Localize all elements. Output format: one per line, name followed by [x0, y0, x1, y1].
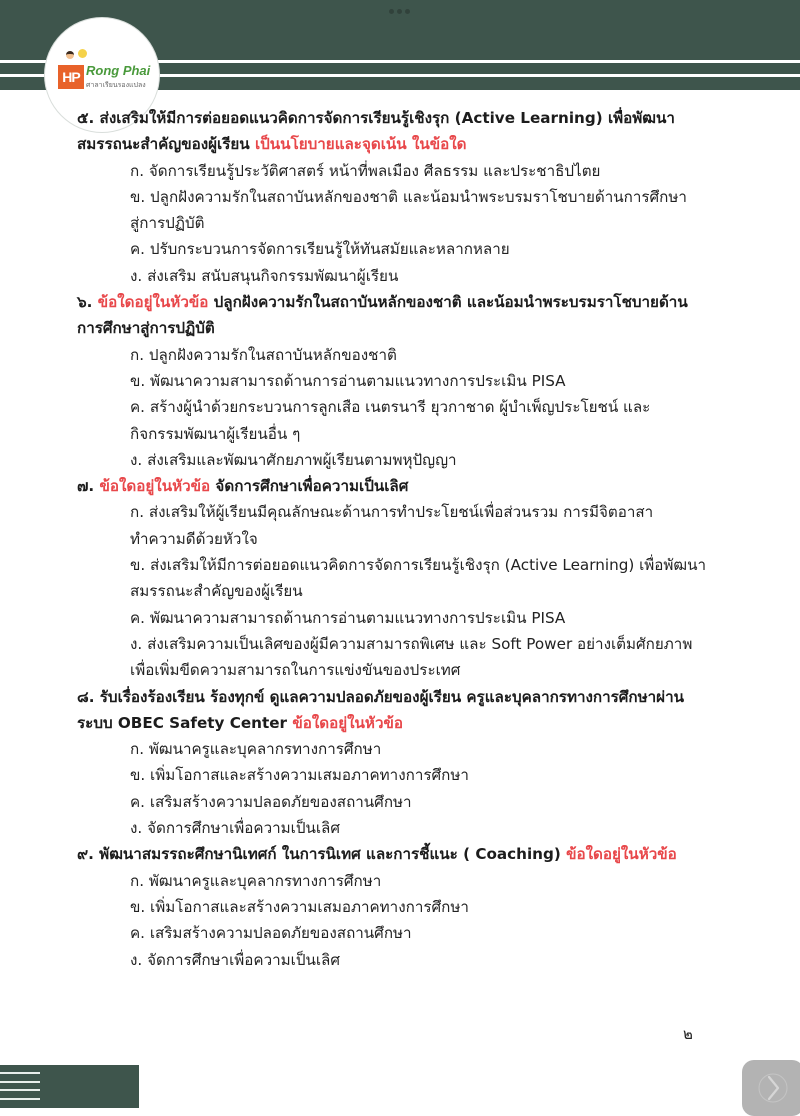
- question-block: [77, 841, 737, 972]
- question-segment: จัดการศึกษาเพื่อความเป็นเลิศ: [210, 477, 409, 496]
- question-text: [77, 289, 737, 315]
- answer-option: ก. จัดการเรียนรู้ประวัติศาสตร์ หน้าที่พลเมือง ศีลธรรม และประชาธิปไตย: [130, 161, 601, 180]
- question-highlight: ข้อใดอยู่ในหัวข้อ: [99, 477, 211, 496]
- answer-option: ก. ปลูกฝังความรักในสถาบันหลักของชาติ: [130, 345, 397, 364]
- question-block: [77, 473, 737, 683]
- menu-lines-icon: [0, 1072, 40, 1106]
- question-segment: ๙. พัฒนาสมรรถะศึกษานิเทศก์ ในการนิเทศ และการชี้แนะ ( Coaching): [77, 845, 567, 864]
- question-highlight: ข้อใดอยู่ในหัวข้อ: [97, 293, 209, 312]
- answer-option: เพื่อเพิ่มขีดความสามารถในการแข่งขันของประเทศ: [130, 661, 461, 680]
- more-horizontal-icon[interactable]: [389, 9, 410, 14]
- answer-option: ข. พัฒนาความสามารถด้านการอ่านตามแนวทางการประเมิน PISA: [130, 371, 566, 390]
- question-highlight: เป็นนโยบายและจุดเน้น ในข้อใด: [254, 135, 467, 154]
- answer-option: ก. พัฒนาครูและบุคลากรทางการศึกษา: [130, 740, 382, 759]
- page-number: ๒: [683, 1025, 693, 1043]
- question-text: [77, 841, 737, 867]
- answer-option: ทำความดีด้วยหัวใจ: [130, 529, 258, 548]
- lightbulb-icon: [78, 49, 87, 58]
- question-segment: ๕. ส่งเสริมให้มีการต่อยอดแนวคิดการจัดการเรียนรู้เชิงรุก (Active Learning) เพื่อพัฒนา: [77, 109, 675, 127]
- chevron-right-icon: [758, 1071, 788, 1105]
- answer-option: สู่การปฏิบัติ: [130, 214, 205, 233]
- answer-option: สมรรถนะสำคัญของผู้เรียน: [130, 582, 303, 601]
- answer-option: ข. เพิ่มโอกาสและสร้างความเสมอภาคทางการศึกษา: [130, 897, 469, 916]
- question-segment: ๘. รับเรื่องร้องเรียน ร้องทุกข์ ดูแลความปลอดภัยของผู้เรียน ครูและบุคลากรทางการศึกษาผ่าน: [77, 687, 684, 706]
- answer-option: ค. ปรับกระบวนการจัดการเรียนรู้ให้ทันสมัยและหลากหลาย: [130, 240, 510, 259]
- question-highlight: ข้อใดอยู่ในหัวข้อ: [292, 713, 403, 732]
- answer-option: ค. พัฒนาความสามารถด้านการอ่านตามแนวทางการประเมิน PISA: [130, 608, 566, 627]
- logo-subtitle: ศาลาเรียนรองแปลง: [86, 81, 146, 89]
- logo-mark: HP: [58, 65, 84, 89]
- question-segment: ปลูกฝังความรักในสถาบันหลักของชาติ และน้อมนำพระบรมราโชบายด้าน: [208, 293, 688, 312]
- answer-option: ข. ปลูกฝังความรักในสถาบันหลักของชาติ และน้อมนำพระบรมราโชบายด้านการศึกษา: [130, 187, 687, 206]
- question-segment: การศึกษาสู่การปฏิบัติ: [77, 319, 215, 338]
- answer-option: ง. ส่งเสริม สนับสนุนกิจกรรมพัฒนาผู้เรียน: [130, 266, 399, 285]
- answer-option: ก. ส่งเสริมให้ผู้เรียนมีคุณลักษณะด้านการทำประโยชน์เพื่อส่วนรวม การมีจิตอาสา: [130, 503, 654, 522]
- question-block: [77, 289, 737, 473]
- question-segment: ๗.: [77, 477, 100, 496]
- question-highlight: ข้อใดอยู่ในหัวข้อ: [566, 845, 677, 864]
- question-text: [77, 315, 737, 341]
- question-block: [77, 684, 737, 842]
- question-block: [77, 105, 737, 289]
- answer-option: ค. สร้างผู้นำด้วยกระบวนการลูกเสือ เนตรนารี ยุวกาชาด ผู้บำเพ็ญประโยชน์ และ: [130, 398, 651, 417]
- answer-option: ง. จัดการศึกษาเพื่อความเป็นเลิศ: [130, 819, 340, 838]
- person-icon: [64, 51, 76, 65]
- logo-title: Rong Phai: [86, 63, 151, 78]
- answer-option: ก. พัฒนาครูและบุคลากรทางการศึกษา: [130, 871, 382, 890]
- answer-option: กิจกรรมพัฒนาผู้เรียนอื่น ๆ: [130, 424, 301, 443]
- question-text: [77, 131, 737, 157]
- answer-option: ง. ส่งเสริมความเป็นเลิศของผู้มีความสามารถพิเศษ และ Soft Power อย่างเต็มศักยภาพ: [130, 634, 693, 653]
- question-text: [77, 710, 737, 736]
- answer-option: ค. เสริมสร้างความปลอดภัยของสถานศึกษา: [130, 792, 412, 811]
- question-segment: ๖.: [77, 293, 98, 312]
- answer-option: ข. ส่งเสริมให้มีการต่อยอดแนวคิดการจัดการเรียนรู้เชิงรุก (Active Learning) เพื่อพัฒนา: [130, 556, 707, 575]
- question-text: [77, 105, 737, 131]
- answer-option: ข. เพิ่มโอกาสและสร้างความเสมอภาคทางการศึกษา: [130, 766, 469, 785]
- question-segment: ระบบ OBEC Safety Center: [77, 713, 293, 732]
- answer-option: ค. เสริมสร้างความปลอดภัยของสถานศึกษา: [130, 924, 412, 943]
- document-content: [77, 105, 737, 973]
- answer-option: ง. จัดการศึกษาเพื่อความเป็นเลิศ: [130, 950, 340, 969]
- question-text: [77, 684, 737, 710]
- answer-option: ง. ส่งเสริมและพัฒนาศักยภาพผู้เรียนตามพหุปัญญา: [130, 450, 457, 469]
- question-segment: สมรรถนะสำคัญของผู้เรียน: [77, 135, 255, 154]
- question-text: [77, 473, 737, 499]
